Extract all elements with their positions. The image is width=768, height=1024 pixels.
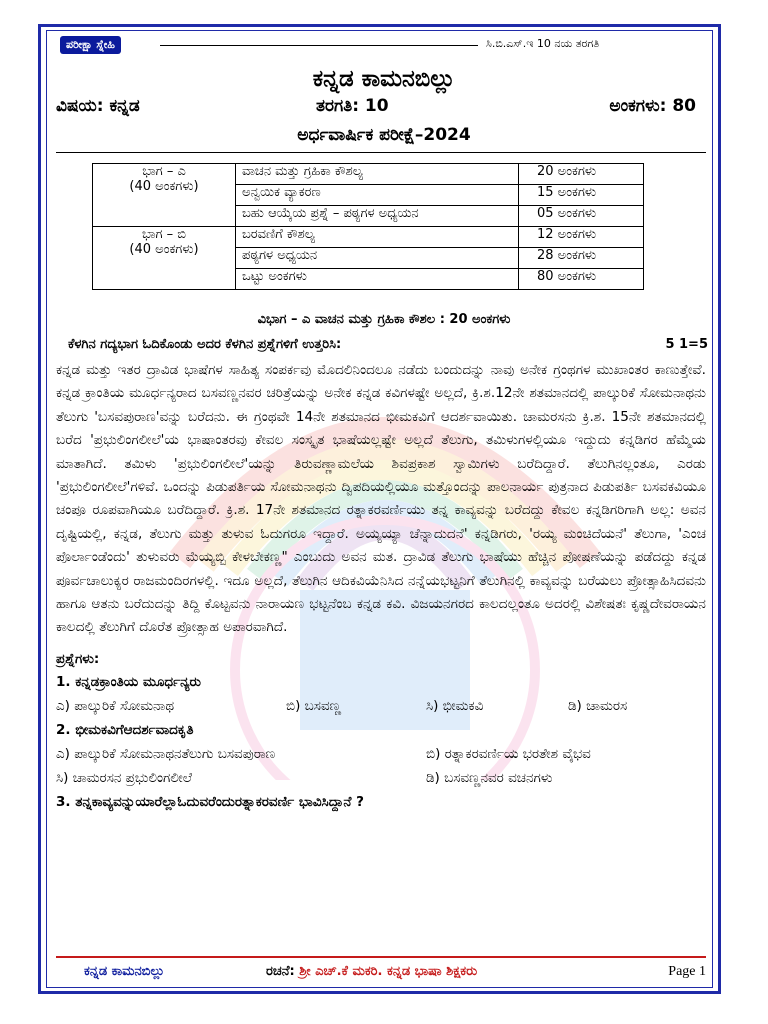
marks-cell: 20 ಅಂಕಗಳು	[519, 164, 644, 185]
section-heading: ವಿಭಾಗ – ಎ ವಾಚನ ಮತ್ತು ಗ್ರಹಿಕಾ ಕೌಶಲ : 20 ಅಂಕಗಳು	[257, 312, 511, 327]
top-bar	[56, 34, 712, 56]
question-3: 3. ತನ್ನಕಾವ್ಯವನ್ನುಯಾರೆಲ್ಲಾಓದುವರೆಂದುರತ್ನಾಕರವರ್ಣಿ ಭಾವಿಸಿದ್ದಾನೆ ?	[56, 793, 364, 810]
table-row	[93, 227, 644, 248]
exam-title: ಅರ್ಧವಾರ್ಷಿಕ ಪರೀಕ್ಷೆ–2024	[297, 125, 471, 145]
option-c: ಸಿ) ಭೀಮಕವಿ	[426, 697, 484, 714]
option-d: ಡಿ) ಬಸವಣ್ಣನವರ ವಚನಗಳು	[426, 769, 553, 786]
reading-passage: ಕನ್ನಡ ಮತ್ತು ಇತರ ದ್ರಾವಿಡ ಭಾಷೆಗಳ ಸಾಹಿತ್ಯ ಸಂಪರ್ಕವು ಮೊದಲಿನಿಂದಲೂ ನಡೆದು ಬಂದುದನ್ನು ನಾವು ಅನೇಕ ಗ್ರಂಥಗಳ ಮುಖಾಂತರ ಕಾಣುತ್ತೇವೆ. ಕನ್ನಡ ಕ್ರಾಂತಿಯ ಮೂರ್ಧನ್ಯರಾದ ಬಸವಣ್ಣನವರ ಚರಿತ್ರೆಯನ್ನು ಅನೇಕ ಕನ್ನಡ ಕವಿಗಳಷ್ಟೇ ಅಲ್ಲದೆ, ಕ್ರಿ.ಶ.12ನೇ ಶತಮಾನದಲ್ಲಿ ಪಾಲ್ಕುರಿಕೆ ಸೋಮನಾಥನು ತೆಲುಗು 'ಬಸವಪುರಾಣ'ವನ್ನು ಬರೆದನು. ಈ ಗ್ರಂಥವೇ 14ನೇ ಶತಮಾನದ ಭೀಮಕವಿಗೆ ಆದರ್ಶವಾಯಿತು. ಚಾಮರಸನು ಕ್ರಿ.ಶ. 15ನೇ ಶತಮಾನದಲ್ಲಿ ಬರೆದ 'ಪ್ರಭುಲಿಂಗಲೀಲೆ'ಯ ಭಾಷಾಂತರವು ಕೇವಲ ಸಂಸ್ಕೃತ ಭಾಷೆಯಲ್ಲಷ್ಟೇ ಅಲ್ಲದೆ ತೆಲುಗು, ತಮಿಳುಗಳಲ್ಲಿಯೂ ಇದ್ದುದು ಕನ್ನಡಿಗರ ಹೆಮ್ಮೆಯ ಮಾತಾಗಿದೆ. ತಮಿಳು 'ಪ್ರಭುಲಿಂಗಲೀಲೆ'ಯನ್ನು ತಿರುವಣ್ಣಾಮಲೆಯ ಶಿವಪ್ರಕಾಶ ಸ್ವಾಮಿಗಳು ಬರೆದಿದ್ದಾರೆ. ತೆಲುಗಿನಲ್ಲಂತೂ, ಎರಡು 'ಪ್ರಭುಲಿಂಗಲೀಲೆ'ಗಳಿವೆ. ಒಂದನ್ನು ಪಿಡುಪರ್ತಿಯ ಸೋಮನಾಥನು ದ್ವಿಪದಿಯಲ್ಲಿಯೂ ಮತ್ತೊಂದನ್ನು ಪಾಲನಾರ್ಯ ಪುತ್ರನಾದ ಪಿಡುಪರ್ತಿ ಬಸವಕವಿಯೂ ಚಂಪೂ ರೂಪವಾಗಿಯೂ ಬರೆದಿದ್ದಾರೆ. ಕ್ರಿ.ಶ. 17ನೇ ಶತಮಾನದ ರತ್ನಾಕರವರ್ಣಿಯು ತನ್ನ ಕಾವ್ಯವನ್ನು ಬರೆದದ್ದು ಕೇವಲ ಕನ್ನಡಿಗರಿಗಾಗಿ ಅಲ್ಲ: ಅವನ ದೃಷ್ಟಿಯಲ್ಲಿ, ಕನ್ನಡ, ತೆಲುಗು ಮತ್ತು ತುಳುವ ಓದುಗರೂ ಇದ್ದಾರೆ. ಅಯ್ಯಯ್ಯಾ ಚೆನ್ನಾದುದನೆ' ಕನ್ನಡಿಗರು, 'ರಯ್ಯ ಮಂಚಿದೆಯನೆ' ತೆಲುಗಾ, 'ಎಂಚ ಪೊರ್ಲಾಂಡೆಂದು' ತುಳುವರು ಮೆಯ್ಯಬ್ಬಿ ಕೇಳಬೇಕಣ್ಣ" ಎಂಬುದು ಅವನ ಮತ. ದ್ರಾವಿಡ ತೆಲುಗು ಭಾಷೆಯು ಹೆಚ್ಚಿನ ಪೋಷಣೆಯನ್ನು ಪಡೆದದ್ದು ಕನ್ನಡ ಪೂರ್ವಚಾಲುಕ್ಯರ ರಾಜಮಂದಿರಗಳಲ್ಲಿ. ಇದೂ ಅಲ್ಲದೆ, ತೆಲುಗಿನ ಆದಿಕವಿಯೆನಿಸಿದ ನನ್ನೆಯಭಟ್ಟನಿಗೆ ತೆಲುಗಿನಲ್ಲಿ ಕಾವ್ಯವನ್ನು ಬರೆಯಲು ಪ್ರೋತ್ಸಾಹಿಸಿದವನು ಹಾಗೂ ಆತನು ಬರೆದುದನ್ನು ತಿದ್ದಿ ಕೊಟ್ಟವನು ನಾರಾಯಣ ಭಟ್ಟನೆಂಬ ಕನ್ನಡ ಕವಿ. ವಿಜಯನಗರದ ಕಾಲದಲ್ಲಂತೂ ಅದರಲ್ಲಿ ವಿಶೇಷತಃ ಕೃಷ್ಣದೇವರಾಯನ ಕಾಲದಲ್ಲಿ ತೆಲುಗಿಗೆ ದೊರೆತ ಪ್ರೋತ್ಸಾಹ ಅಪಾರವಾಗಿದೆ.	[56, 362, 706, 636]
question-2-options-row-2	[56, 766, 712, 790]
instruction-points: 5 1=5	[665, 337, 708, 352]
brand-badge: ಪರೀಕ್ಷಾ ಸ್ನೇಹಿ	[60, 36, 121, 54]
option-c: ಸಿ) ಚಾಮರಸನ ಪ್ರಭುಲಿಂಗಲೀಲೆ	[56, 769, 193, 786]
marks-cell: 15 ಅಂಕಗಳು	[519, 185, 644, 206]
title-divider	[56, 152, 706, 153]
question-2-options	[56, 742, 712, 766]
total-marks: ಅಂಕಗಳು: 80	[609, 96, 696, 116]
marks-cell: 28 ಅಂಕಗಳು	[519, 248, 644, 269]
part-a-cell	[93, 164, 236, 227]
paper-meta	[56, 96, 712, 122]
page-content	[56, 34, 712, 814]
option-a: ಎ) ಪಾಲ್ಕುರಿಕೆ ಸೋಮನಾಥನತೆಲುಗು ಬಸವಪುರಾಣ	[56, 745, 276, 762]
section-cell: ವಾಚನ ಮತ್ತು ಗ್ರಹಿಕಾ ಕೌಶಲ್ಯ	[236, 164, 519, 185]
questions-heading: ಪ್ರಶ್ನೆಗಳು:	[56, 650, 100, 667]
section-cell: ಒಟ್ಟು ಅಂಕಗಳು	[236, 269, 519, 290]
marks-cell: 05 ಅಂಕಗಳು	[519, 206, 644, 227]
footer-author	[266, 964, 477, 979]
option-a: ಎ) ಪಾಲ್ಕುರಿಕೆ ಸೋಮನಾಥ	[56, 697, 175, 714]
page-number: Page 1	[668, 964, 706, 979]
instruction-text: ಕೆಳಗಿನ ಗದ್ಯಭಾಗ ಓದಿಕೊಂಡು ಅದರ ಕೆಳಗಿನ ಪ್ರಶ್ನೆಗಳಿಗೆ ಉತ್ತರಿಸಿ:	[68, 337, 342, 352]
table-row	[93, 164, 644, 185]
part-b-marks: (40 ಅಂಕಗಳು)	[129, 242, 199, 257]
part-a-marks: (40 ಅಂಕಗಳು)	[129, 179, 199, 194]
class-label: ಸಿ.ಬಿ.ಎಸ್.ಇ 10 ನಯ ತರಗತಿ	[486, 37, 600, 50]
author-label: ರಚನೆ:	[266, 964, 300, 979]
question-1-options	[56, 694, 712, 718]
marks-cell: 12 ಅಂಕಗಳು	[519, 227, 644, 248]
section-cell: ಬಹು ಆಯ್ಕೆಯ ಪ್ರಶ್ನೆ – ಪಠ್ಯಗಳ ಅಧ್ಯಯನ	[236, 206, 519, 227]
part-b-name: ಭಾಗ – ಬಿ	[141, 227, 186, 242]
question-2: 2. ಭೀಮಕವಿಗೆಆದರ್ಶವಾದಕೃತಿ	[56, 721, 194, 738]
document-title: ಕನ್ನಡ ಕಾಮನಬಿಲ್ಲು	[312, 66, 456, 92]
section-cell: ಬರವಣಿಗೆ ಕೌಶಲ್ಯ	[236, 227, 519, 248]
option-d: ಡಿ) ಚಾಮರಸ	[568, 697, 628, 714]
class-number: ತರಗತಿ: 10	[316, 96, 389, 116]
section-cell: ಪಠ್ಯಗಳ ಅಧ್ಯಯನ	[236, 248, 519, 269]
part-a-name: ಭಾಗ – ಎ	[142, 164, 186, 179]
part-b-cell	[93, 227, 236, 290]
instruction-line	[56, 337, 712, 357]
page-footer	[56, 958, 712, 984]
marks-cell: 80 ಅಂಕಗಳು	[519, 269, 644, 290]
option-b: ಬಿ) ಬಸವಣ್ಣ	[286, 697, 342, 714]
blueprint-table	[92, 163, 644, 290]
author-name: ಶ್ರೀ ಎಚ್.ಕೆ ಮಕರಿ. ಕನ್ನಡ ಭಾಷಾ ಶಿಕ್ಷಕರು	[299, 964, 478, 979]
section-cell: ಅನ್ವಯಿಕ ವ್ಯಾಕರಣ	[236, 185, 519, 206]
top-divider	[160, 45, 478, 46]
footer-title: ಕನ್ನಡ ಕಾಮನಬಿಲ್ಲು	[84, 964, 165, 979]
option-b: ಬಿ) ರತ್ನಾಕರವರ್ಣಿಯ ಭರತೇಶ ವೈಭವ	[426, 745, 591, 762]
question-1: 1. ಕನ್ನಡಕ್ರಾಂತಿಯ ಮೂರ್ಧನ್ಯರು	[56, 673, 201, 690]
subject-label: ವಿಷಯ: ಕನ್ನಡ	[56, 96, 140, 116]
